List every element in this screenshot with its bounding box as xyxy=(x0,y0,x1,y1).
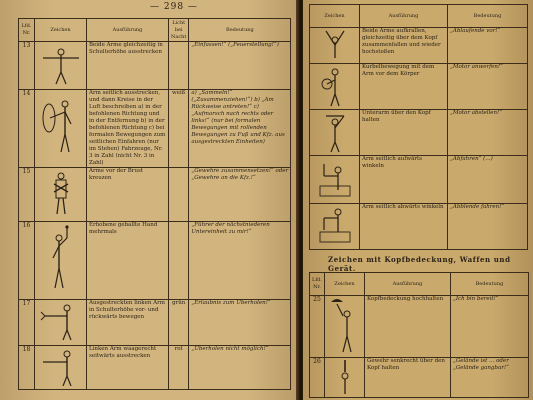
header-ausfuehrung: Ausführung xyxy=(364,273,450,296)
signal-table-right xyxy=(309,4,528,250)
header-nr: Lfd. Nr. xyxy=(19,19,35,42)
row-ausfuehrung: Unterarm über den Kopf halten xyxy=(360,110,448,156)
header-bedeutung: Bedeutung xyxy=(189,19,291,42)
signal-figure-crank xyxy=(310,64,360,110)
header-zeichen: Zeichen xyxy=(310,5,360,28)
figure-illustration xyxy=(312,204,358,248)
row-bedeutung: „Einfassen!“ („Feuerstellung!“) xyxy=(189,42,291,90)
row-number: 15 xyxy=(19,168,35,222)
row-number: 25 xyxy=(310,296,325,358)
row-ausfuehrung: Arme vor der Brust kreuzen xyxy=(87,168,169,222)
row-number: 18 xyxy=(19,346,35,390)
signal-table-headgear xyxy=(309,272,529,398)
header-bedeutung: Bedeutung xyxy=(448,5,528,28)
table-row xyxy=(310,64,528,110)
signal-figure-circling-arm xyxy=(35,90,87,168)
figure-illustration xyxy=(37,42,85,86)
table-row xyxy=(310,204,528,250)
page-number: — 298 — xyxy=(150,2,198,12)
table-header-row xyxy=(19,19,291,42)
figure-illustration xyxy=(312,64,358,108)
row-number: 26 xyxy=(310,358,325,398)
section-heading: Zeichen mit Kopfbedeckung, Waffen und Gerät. xyxy=(328,255,511,273)
row-ausfuehrung: Linken Arm waagerecht seitwärts ausstrecken xyxy=(87,346,169,390)
row-ausfuehrung: Gewehr senkrecht über den Kopf halten xyxy=(364,358,450,398)
row-farbe xyxy=(169,222,189,300)
signal-figure-rifle-overhead xyxy=(324,358,364,398)
row-farbe xyxy=(169,168,189,222)
row-farbe: weiß xyxy=(169,90,189,168)
row-bedeutung: „Ablaufende vor!“ xyxy=(448,28,528,64)
table-row xyxy=(19,300,291,346)
signal-figure-arm-horizontal xyxy=(35,346,87,390)
row-ausfuehrung: Ausgestreckten linken Arm in Schulterhöhe vor- und rückwärts bewegen xyxy=(87,300,169,346)
row-bedeutung: „Ich bin bereit!“ xyxy=(450,296,528,358)
row-bedeutung: „Motor abstellen!“ xyxy=(448,110,528,156)
signal-figure-arm-waving xyxy=(35,300,87,346)
row-bedeutung: „Abblende fahren!“ xyxy=(448,204,528,250)
table-row xyxy=(19,168,291,222)
header-ausfuehrung: Ausführung xyxy=(360,5,448,28)
table-row xyxy=(310,110,528,156)
table-row xyxy=(19,346,291,390)
row-ausfuehrung: Arm seitlich ausstrecken, und dann Kreise in der Luft beschreiben a) in der befohlenen Richtung und in der Entfernung b) in der befohlenen Richtung c) bei formalen Bewegungen zum seitlichen Einfahren (nur im Stehen) Fahrzeuge, Nr. 3 in Zahl (nicht Nr. 3 in Zahl) xyxy=(87,90,169,168)
right-page xyxy=(303,0,533,400)
signal-figure-raised-fist xyxy=(35,222,87,300)
signal-figure-arms-spread xyxy=(35,42,87,90)
row-number: 17 xyxy=(19,300,35,346)
row-bedeutung: „Erlaubnis zum Überholen!“ xyxy=(189,300,291,346)
row-farbe: grün xyxy=(169,300,189,346)
row-ausfuehrung: Arm seitlich aufwärts winkeln xyxy=(360,156,448,204)
header-bedeutung: Bedeutung xyxy=(450,273,528,296)
signal-table-left xyxy=(18,18,291,390)
signal-figure-arm-down-angled xyxy=(310,204,360,250)
figure-illustration xyxy=(37,300,85,342)
row-bedeutung: „Führer der nächstniederen Untereinheit zu mir!“ xyxy=(189,222,291,300)
table-row xyxy=(19,222,291,300)
figure-illustration xyxy=(37,168,85,218)
figure-illustration xyxy=(312,28,358,62)
table-header-row xyxy=(310,273,529,296)
table-row xyxy=(310,28,528,64)
header-nr: Lfd. Nr. xyxy=(310,273,325,296)
row-ausfuehrung: Arm seitlich abwärts winkeln xyxy=(360,204,448,250)
row-number: 13 xyxy=(19,42,35,90)
row-bedeutung: a) „Sammeln!“ („Zusammenziehen!“) b) „Am Rückweise antreten!“ c) „Aufmarsch nach rechts oder links!“ (nur bei formalen Bewegungen mit rollenden Bewegungen zu Fuß und Kfz. aus ausgestreckten Einheiten) xyxy=(189,90,291,168)
figure-illustration xyxy=(327,296,363,354)
row-farbe: rot xyxy=(169,346,189,390)
row-bedeutung: „Motor anwerfen!“ xyxy=(448,64,528,110)
row-farbe xyxy=(169,42,189,90)
signal-figure-arms-crossed xyxy=(35,168,87,222)
figure-illustration xyxy=(37,346,85,386)
row-bedeutung: „Abfahren“ (...) xyxy=(448,156,528,204)
row-number: 14 xyxy=(19,90,35,168)
table-row xyxy=(310,358,529,398)
table-row xyxy=(19,90,291,168)
table-header-row xyxy=(310,5,528,28)
signal-figure-cap-raised xyxy=(324,296,364,358)
signal-figure-arms-overhead xyxy=(310,28,360,64)
header-zeichen: Zeichen xyxy=(35,19,87,42)
figure-illustration xyxy=(312,110,358,154)
row-bedeutung: „Gelände ist ... oder „Gelände gangbar!“ xyxy=(450,358,528,398)
row-ausfuehrung: Kopfbedeckung hochhalten xyxy=(364,296,450,358)
row-ausfuehrung: Beide Arme gleichzeitig in Schulterhöhe ausstrecken xyxy=(87,42,169,90)
signal-figure-arm-up-angled xyxy=(310,156,360,204)
row-bedeutung: „Gewehre zusammensetzen!“ oder „Gewehre an die Kfz.!“ xyxy=(189,168,291,222)
figure-illustration xyxy=(37,90,85,160)
figure-illustration xyxy=(312,156,358,202)
row-number: 16 xyxy=(19,222,35,300)
header-zeichen: Zeichen xyxy=(324,273,364,296)
row-bedeutung: „Überholen nicht möglich!“ xyxy=(189,346,291,390)
figure-illustration xyxy=(327,358,363,396)
header-farbe: Licht bei Nacht xyxy=(169,19,189,42)
table-row xyxy=(19,42,291,90)
signal-figure-forearm-over-head xyxy=(310,110,360,156)
table-row xyxy=(310,296,529,358)
row-ausfuehrung: Erhobene geballte Hand mehrmals xyxy=(87,222,169,300)
row-ausfuehrung: Beide Arme aufkrallen, gleichzeitig über dem Kopf zusammenfallen und wieder hochstoßen xyxy=(360,28,448,64)
table-row xyxy=(310,156,528,204)
header-ausfuehrung: Ausführung xyxy=(87,19,169,42)
figure-illustration xyxy=(37,222,85,294)
row-ausfuehrung: Kurbelbewegung mit dem Arm vor dem Körper xyxy=(360,64,448,110)
